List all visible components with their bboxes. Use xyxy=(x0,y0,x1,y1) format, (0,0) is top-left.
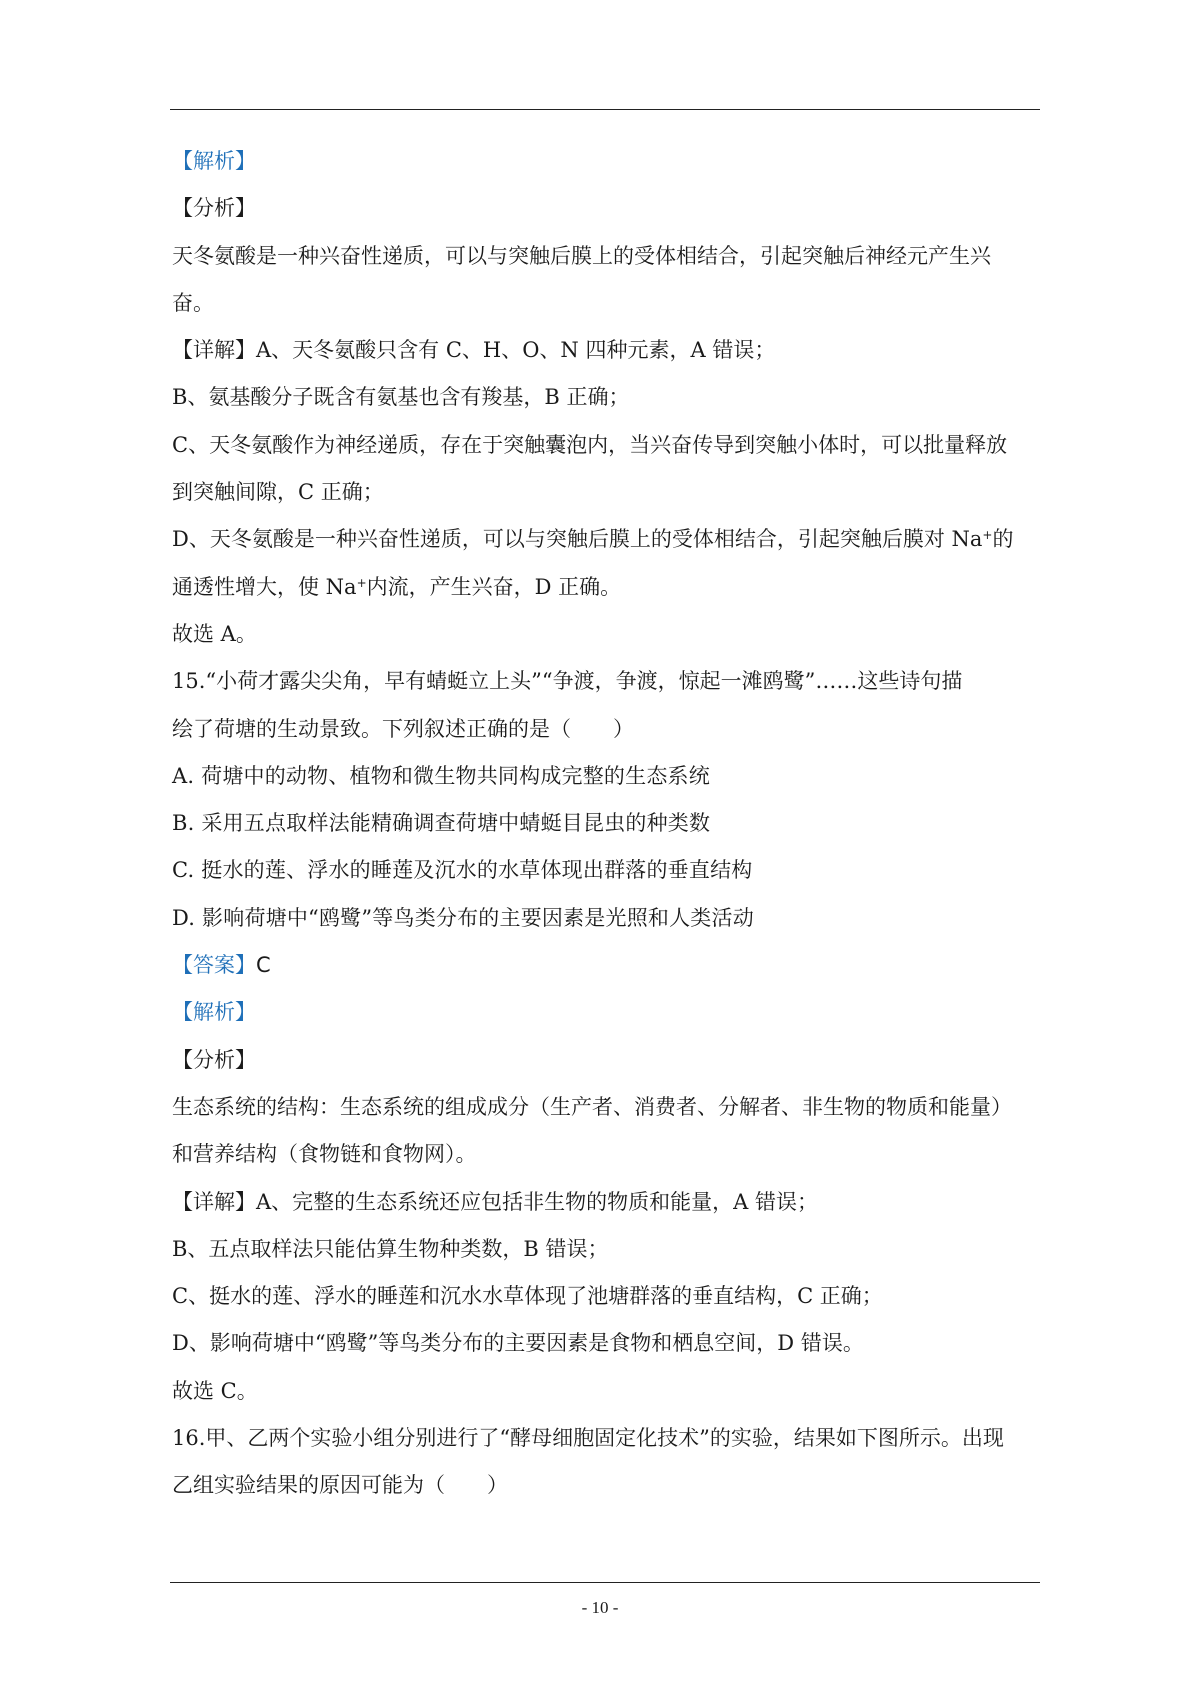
q15-answer xyxy=(172,952,1042,978)
q15-stem-line-1: 15.“小荷才露尖尖角，早有蜻蜓立上头”“争渡，争渡，惊起一滩鸥鹭”……这些诗句描 xyxy=(172,669,963,694)
q16-stem-line-1: 16.甲、乙两个实验小组分别进行了“酵母细胞固定化技术”的实验，结果如下图所示。出现 xyxy=(172,1426,1004,1451)
q15-detail-a: 【详解】A、完整的生态系统还应包括非生物的物质和能量，A 错误； xyxy=(172,1189,819,1214)
q15-conclusion: 故选 C。 xyxy=(172,1378,258,1403)
q14-detail-b: B、氨基酸分子既含有氨基也含有羧基，B 正确； xyxy=(172,385,630,410)
q15-option-a: A. 荷塘中的动物、植物和微生物共同构成完整的生态系统 xyxy=(172,763,710,788)
q14-detail-d-line-2: 通透性增大，使 Na+内流，产生兴奋，D 正确。 xyxy=(172,574,622,599)
xiangjie-tag: 【详解】 xyxy=(172,338,256,363)
q14-fenxi-line-1: 天冬氨酸是一种兴奋性递质，可以与突触后膜上的受体相结合，引起突触后神经元产生兴 xyxy=(172,243,991,268)
q15-fenxi-line-1: 生态系统的结构：生态系统的组成成分（生产者、消费者、分解者、非生物的物质和能量） xyxy=(172,1094,1012,1119)
superscript-plus: + xyxy=(982,528,993,543)
header-rule xyxy=(170,109,1040,110)
q14-detail-a: 【详解】A、天冬氨酸只含有 C、H、O、N 四种元素，A 错误； xyxy=(172,338,776,363)
q15-fenxi-line-2: 和营养结构（食物链和食物网）。 xyxy=(172,1142,477,1167)
q16-stem-line-2: 乙组实验结果的原因可能为（ ） xyxy=(172,1473,508,1498)
q15-detail-c: C、挺水的莲、浮水的睡莲和沉水水草体现了池塘群落的垂直结构，C 正确； xyxy=(172,1284,883,1309)
q14-detail-d-line-1: D、天冬氨酸是一种兴奋性递质，可以与突触后膜上的受体相结合，引起突触后膜对 Na+的 xyxy=(172,527,1014,552)
fenxi-tag: 【分析】 xyxy=(172,1047,256,1072)
answer-tag: 【答案】 xyxy=(172,953,256,978)
answer-value: C xyxy=(256,953,271,978)
q15-stem-line-2: 绘了荷塘的生动景致。下列叙述正确的是（ ） xyxy=(172,716,634,741)
superscript-plus: + xyxy=(356,575,367,590)
analysis-tag: 【解析】 xyxy=(172,149,256,173)
fenxi-tag: 【分析】 xyxy=(172,196,256,221)
q15-detail-b: B、五点取样法只能估算生物种类数，B 错误； xyxy=(172,1236,609,1261)
q15-option-c: C. 挺水的莲、浮水的睡莲及沉水的水草体现出群落的垂直结构 xyxy=(172,858,753,883)
q14-detail-c-line-1: C、天冬氨酸作为神经递质，存在于突触囊泡内，当兴奋传导到突触小体时，可以批量释放 xyxy=(172,432,1008,457)
xiangjie-tag: 【详解】 xyxy=(172,1189,256,1214)
q15-detail-d: D、影响荷塘中“鸥鹭”等鸟类分布的主要因素是食物和栖息空间，D 错误。 xyxy=(172,1331,864,1356)
q14-fenxi-line-2: 奋。 xyxy=(172,290,214,315)
analysis-tag: 【解析】 xyxy=(172,1000,256,1025)
footer-rule xyxy=(170,1582,1040,1583)
q14-conclusion: 故选 A。 xyxy=(172,621,257,646)
document-body xyxy=(172,148,1042,1520)
q15-option-d: D. 影响荷塘中“鸥鹭”等鸟类分布的主要因素是光照和人类活动 xyxy=(172,905,754,930)
q14-detail-c-line-2: 到突触间隙，C 正确； xyxy=(172,480,384,505)
q15-option-b: B. 采用五点取样法能精确调查荷塘中蜻蜓目昆虫的种类数 xyxy=(172,811,711,836)
page-number: - 10 - xyxy=(581,1598,619,1617)
